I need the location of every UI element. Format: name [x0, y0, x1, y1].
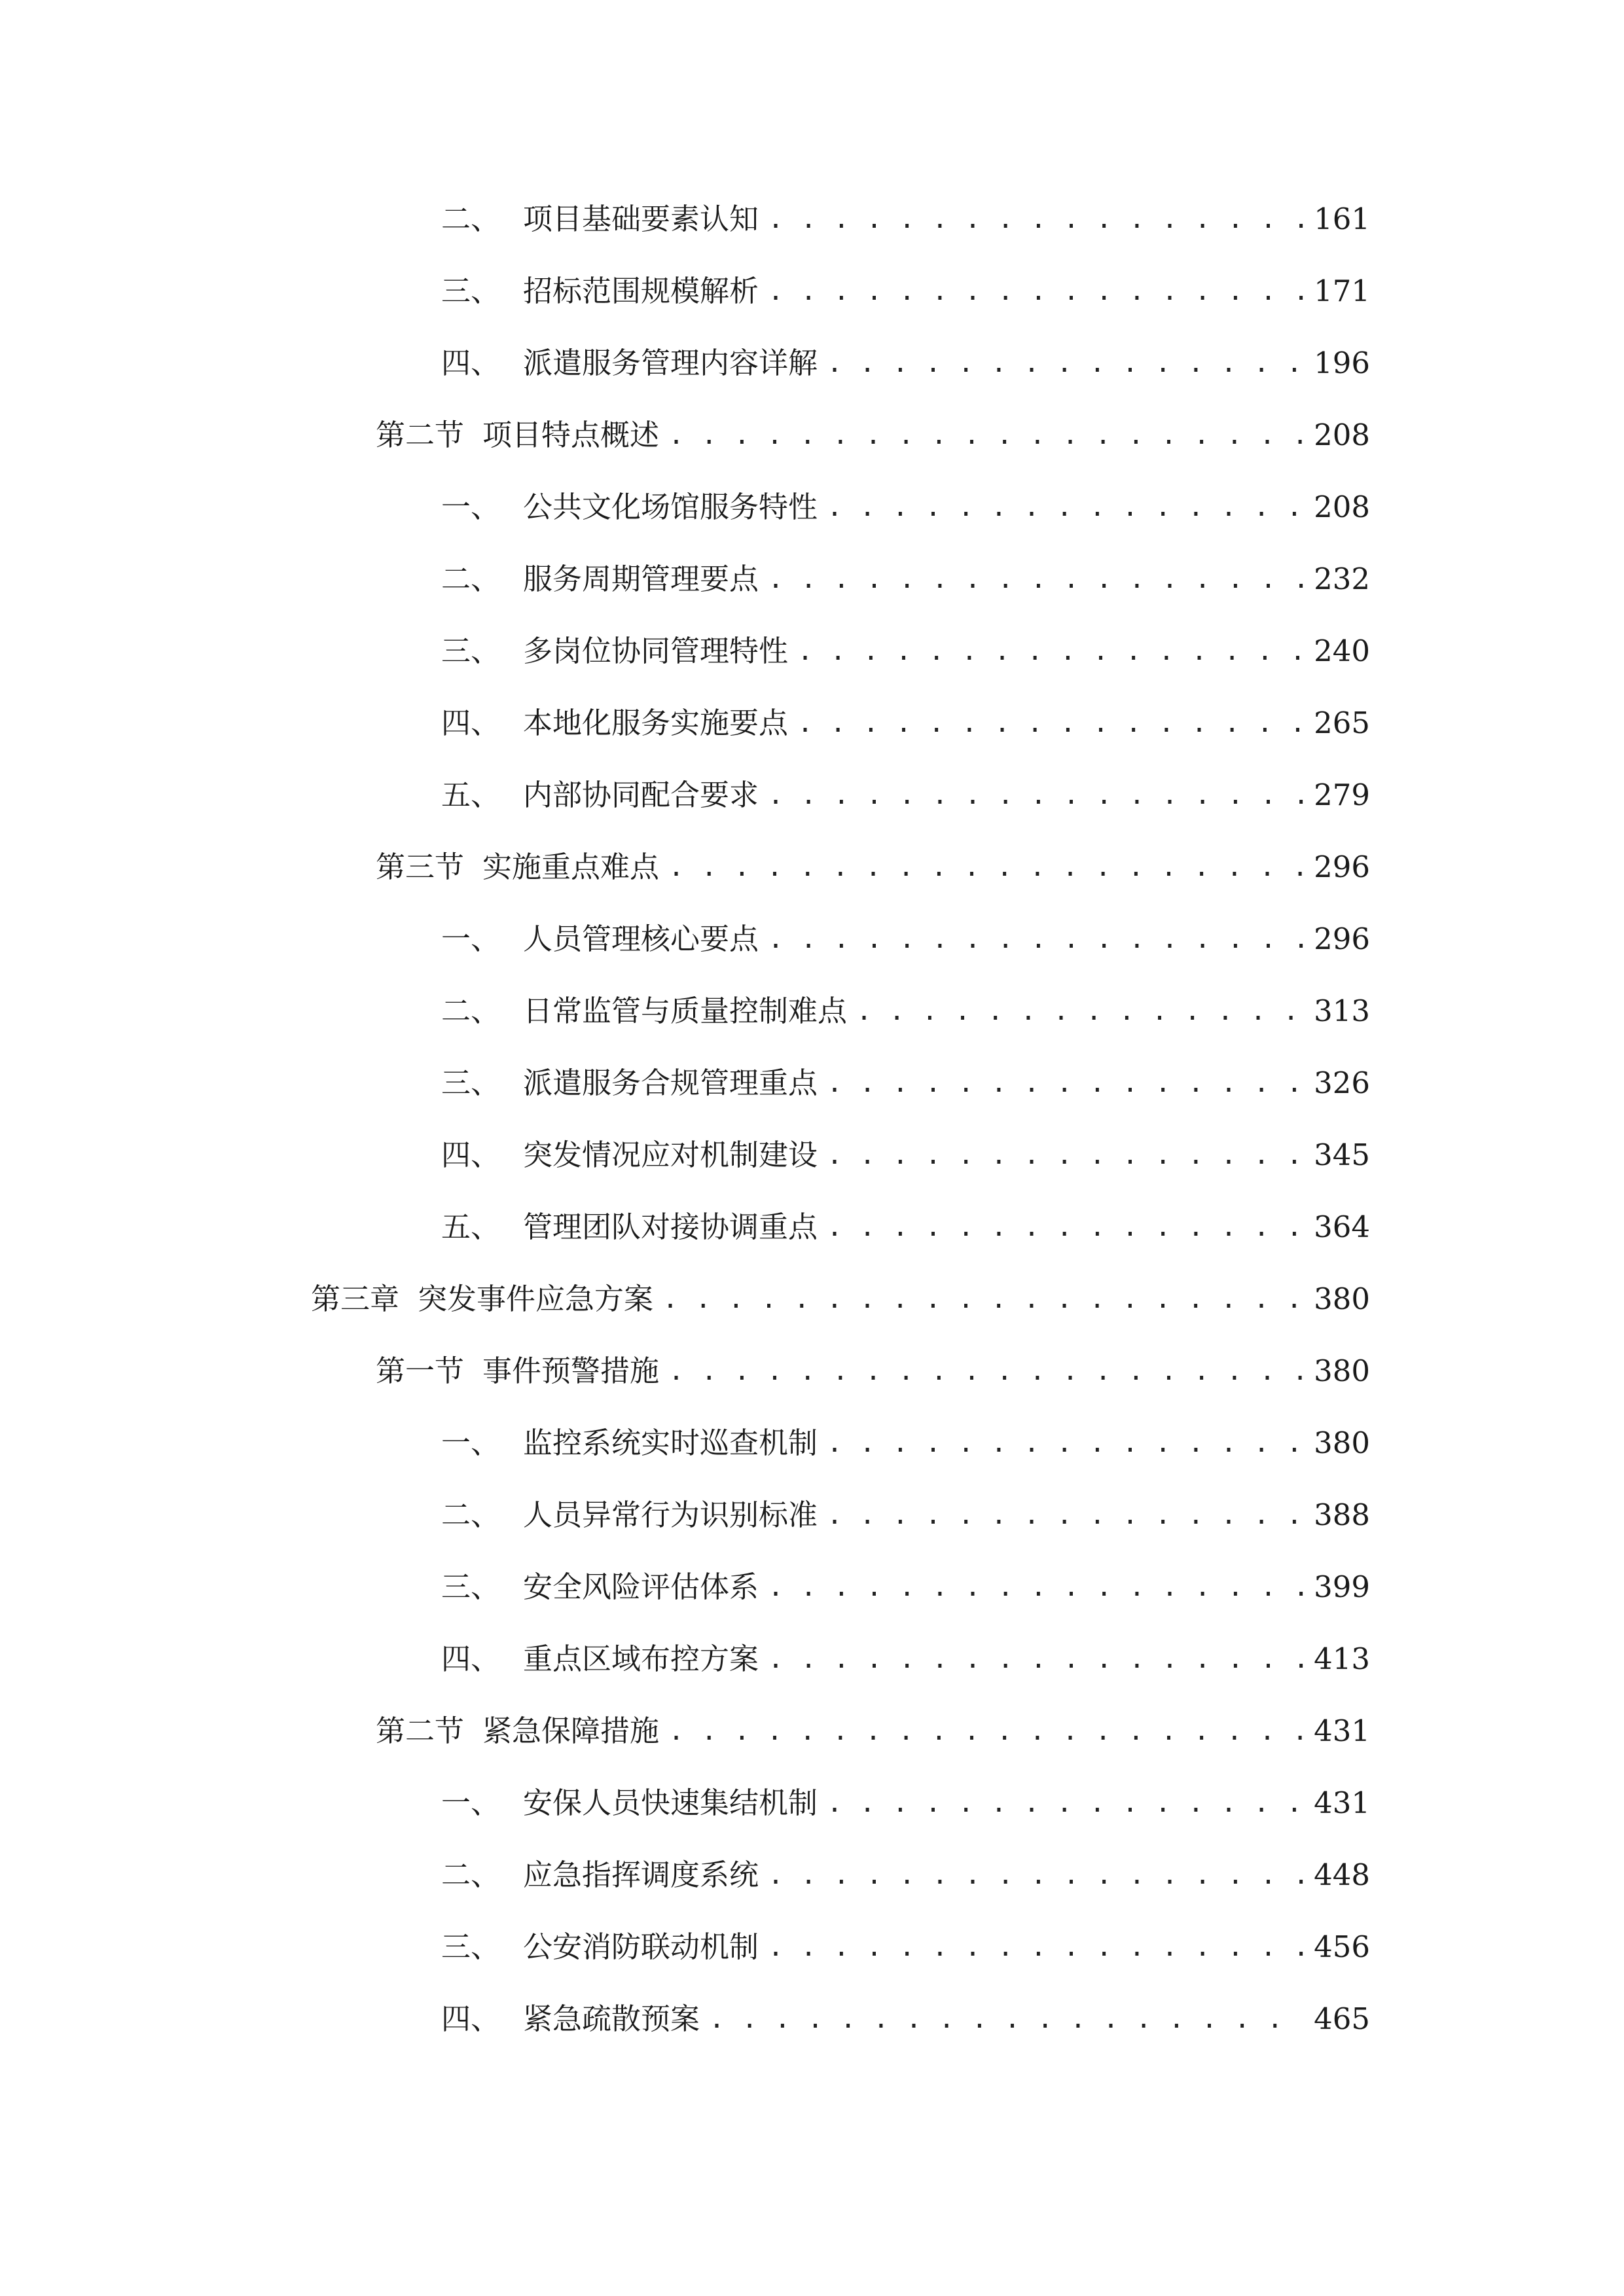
toc-section-entry[interactable] — [376, 841, 1370, 893]
toc-entry-number: 一、 — [441, 490, 501, 524]
toc-dot-leader — [768, 553, 1305, 605]
toc-entry-number: 二、 — [441, 202, 501, 236]
toc-dot-leader — [827, 1777, 1305, 1829]
toc-entry-page: 240 — [1314, 634, 1370, 668]
toc-dot-leader — [827, 337, 1305, 389]
toc-entry-title: 监控系统实时巡查机制 — [523, 1426, 818, 1460]
toc-entry-title: 派遣服务管理内容详解 — [523, 346, 818, 380]
toc-entry-number: 第二节 — [376, 418, 465, 452]
toc-entry-page: 413 — [1314, 1641, 1370, 1676]
toc-entry-number: 四、 — [441, 346, 501, 380]
toc-dot-leader — [827, 1417, 1305, 1469]
toc-entry-title: 项目基础要素认知 — [523, 202, 759, 236]
toc-entry-number: 四、 — [441, 2001, 501, 2036]
toc-entry-number: 一、 — [441, 922, 501, 956]
toc-entry[interactable] — [441, 1129, 1370, 1181]
toc-dot-leader — [768, 265, 1305, 317]
toc-entry-number: 第一节 — [376, 1354, 465, 1388]
toc-entry-page: 456 — [1314, 1929, 1370, 1964]
toc-entry-page: 326 — [1314, 1066, 1370, 1100]
toc-section-entry[interactable] — [376, 409, 1370, 461]
toc-dot-leader — [668, 1345, 1305, 1397]
toc-entry[interactable] — [441, 1057, 1370, 1109]
toc-dot-leader — [768, 1921, 1305, 1973]
toc-entry[interactable] — [441, 1921, 1370, 1973]
toc-entry-title: 紧急疏散预案 — [523, 2001, 700, 2036]
toc-entry[interactable] — [441, 1489, 1370, 1541]
toc-entry-title: 服务周期管理要点 — [523, 562, 759, 596]
toc-entry-title: 公共文化场馆服务特性 — [523, 490, 818, 524]
toc-entry-number: 一、 — [441, 1426, 501, 1460]
toc-dot-leader — [827, 1129, 1305, 1181]
toc-entry-number: 五、 — [441, 1210, 501, 1244]
toc-entry-page: 399 — [1314, 1570, 1370, 1604]
toc-entry-page: 208 — [1314, 418, 1370, 452]
toc-entry-title: 安保人员快速集结机制 — [523, 1785, 818, 1820]
toc-dot-leader — [827, 1489, 1305, 1541]
toc-entry-page: 448 — [1314, 1857, 1370, 1892]
toc-entry-number: 四、 — [441, 1138, 501, 1172]
toc-entry[interactable] — [441, 985, 1370, 1037]
toc-entry-number: 四、 — [441, 706, 501, 740]
toc-entry-page: 313 — [1314, 994, 1370, 1028]
toc-entry-page: 465 — [1314, 2001, 1370, 2036]
toc-entry-title: 招标范围规模解析 — [523, 274, 759, 308]
toc-entry-page: 171 — [1314, 274, 1370, 308]
toc-entry-number: 第二节 — [376, 1713, 465, 1748]
toc-entry[interactable] — [441, 1993, 1370, 2045]
toc-entry[interactable] — [441, 1201, 1370, 1253]
toc-dot-leader — [662, 1273, 1305, 1325]
toc-entry-number: 三、 — [441, 634, 501, 668]
toc-entry-page: 380 — [1314, 1282, 1370, 1316]
toc-chapter-entry[interactable] — [311, 1273, 1370, 1325]
toc-entry-page: 380 — [1314, 1354, 1370, 1388]
toc-entry-number: 二、 — [441, 1857, 501, 1892]
toc-dot-leader — [668, 1705, 1305, 1757]
toc-entry-number: 二、 — [441, 562, 501, 596]
toc-entry-number: 三、 — [441, 1929, 501, 1964]
toc-dot-leader — [768, 1561, 1305, 1613]
toc-entry[interactable] — [441, 265, 1370, 317]
toc-entry-title: 公安消防联动机制 — [523, 1929, 759, 1964]
toc-entry[interactable] — [441, 481, 1370, 533]
toc-dot-leader — [827, 1201, 1305, 1253]
toc-entry-title: 项目特点概述 — [482, 418, 660, 452]
toc-entry-number: 二、 — [441, 994, 501, 1028]
toc-section-entry[interactable] — [376, 1705, 1370, 1757]
toc-entry[interactable] — [441, 697, 1370, 749]
toc-dot-leader — [768, 193, 1305, 245]
toc-entry-title: 人员管理核心要点 — [523, 922, 759, 956]
toc-entry-title: 本地化服务实施要点 — [523, 706, 789, 740]
toc-dot-leader — [768, 769, 1305, 821]
toc-entry-page: 296 — [1314, 922, 1370, 956]
toc-entry-page: 431 — [1314, 1713, 1370, 1748]
toc-entry-title: 内部协同配合要求 — [523, 778, 759, 812]
toc-entry-page: 380 — [1314, 1426, 1370, 1460]
toc-entry-title: 实施重点难点 — [482, 850, 660, 884]
toc-entry[interactable] — [441, 1777, 1370, 1829]
toc-entry-number: 一、 — [441, 1785, 501, 1820]
toc-section-entry[interactable] — [376, 1345, 1370, 1397]
toc-entry-page: 279 — [1314, 778, 1370, 812]
toc-entry-page: 208 — [1314, 490, 1370, 524]
toc-dot-leader — [797, 625, 1305, 677]
toc-entry-title: 突发情况应对机制建设 — [523, 1138, 818, 1172]
toc-entry-title: 日常监管与质量控制难点 — [523, 994, 848, 1028]
toc-entry-page: 232 — [1314, 562, 1370, 596]
toc-entry[interactable] — [441, 553, 1370, 605]
toc-entry-page: 265 — [1314, 706, 1370, 740]
toc-entry-page: 196 — [1314, 346, 1370, 380]
toc-entry-title: 安全风险评估体系 — [523, 1570, 759, 1604]
toc-dot-leader — [827, 1057, 1305, 1109]
toc-entry-title: 紧急保障措施 — [482, 1713, 660, 1748]
toc-entry[interactable] — [441, 337, 1370, 389]
toc-entry-number: 第三章 — [311, 1282, 400, 1316]
toc-dot-leader — [768, 1633, 1305, 1685]
toc-entry-number: 三、 — [441, 274, 501, 308]
toc-dot-leader — [768, 913, 1305, 965]
toc-entry-title: 应急指挥调度系统 — [523, 1857, 759, 1892]
toc-dot-leader — [668, 841, 1305, 893]
toc-entry-page: 161 — [1314, 202, 1370, 236]
toc-entry[interactable] — [441, 1561, 1370, 1613]
toc-entry-title: 事件预警措施 — [482, 1354, 660, 1388]
toc-entry[interactable] — [441, 1849, 1370, 1901]
toc-entry-number: 四、 — [441, 1641, 501, 1676]
toc-dot-leader — [856, 985, 1305, 1037]
toc-entry[interactable] — [441, 913, 1370, 965]
toc-entry-page: 388 — [1314, 1498, 1370, 1532]
toc-entry-title: 突发事件应急方案 — [418, 1282, 654, 1316]
toc-entry-number: 三、 — [441, 1066, 501, 1100]
toc-entry[interactable] — [441, 625, 1370, 677]
toc-dot-leader — [768, 1849, 1305, 1901]
toc-entry[interactable] — [441, 769, 1370, 821]
toc-entry-title: 重点区域布控方案 — [523, 1641, 759, 1676]
toc-entry-number: 第三节 — [376, 850, 465, 884]
toc-entry-title: 管理团队对接协调重点 — [523, 1210, 818, 1244]
toc-entry-number: 二、 — [441, 1498, 501, 1532]
toc-dot-leader — [668, 409, 1305, 461]
toc-entry[interactable] — [441, 1417, 1370, 1469]
toc-entry[interactable] — [441, 193, 1370, 245]
toc-dot-leader — [827, 481, 1305, 533]
toc-entry-page: 364 — [1314, 1210, 1370, 1244]
toc-dot-leader — [709, 1993, 1305, 2045]
toc-entry-title: 多岗位协同管理特性 — [523, 634, 789, 668]
toc-entry[interactable] — [441, 1633, 1370, 1685]
toc-entry-title: 派遣服务合规管理重点 — [523, 1066, 818, 1100]
toc-dot-leader — [797, 697, 1305, 749]
toc-entry-number: 三、 — [441, 1570, 501, 1604]
toc-entry-page: 296 — [1314, 850, 1370, 884]
toc-entry-page: 431 — [1314, 1785, 1370, 1820]
toc-entry-page: 345 — [1314, 1138, 1370, 1172]
toc-entry-number: 五、 — [441, 778, 501, 812]
toc-entry-title: 人员异常行为识别标准 — [523, 1498, 818, 1532]
